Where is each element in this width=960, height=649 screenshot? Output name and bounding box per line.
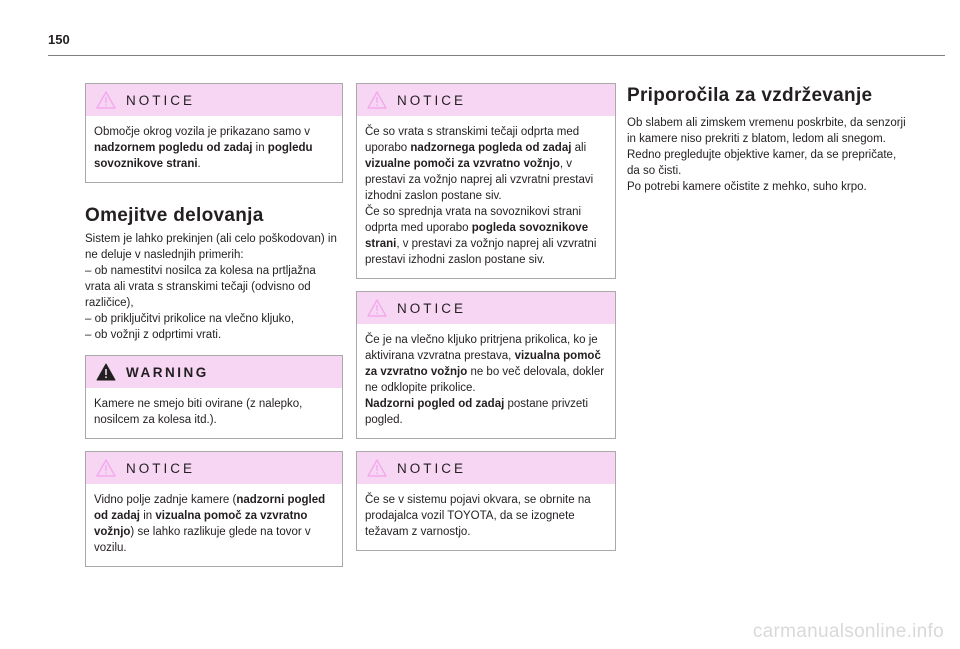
notice-header bbox=[86, 84, 342, 116]
notice-box bbox=[356, 451, 616, 551]
caution-triangle-icon bbox=[367, 299, 387, 317]
warning-box bbox=[85, 355, 343, 439]
section-heading: Priporočila za vzdrževanje bbox=[627, 85, 873, 106]
notice-header bbox=[357, 84, 615, 116]
page-number: 150 bbox=[48, 32, 70, 47]
limitations-section bbox=[85, 205, 343, 343]
notice-title: NOTICE bbox=[397, 92, 467, 108]
caution-triangle-icon bbox=[367, 459, 387, 477]
watermark: carmanualsonline.info bbox=[752, 621, 944, 642]
section-line: Ob slabem ali zimskem vremenu poskrbite, da senzorji in kamere niso prekriti z blatom, ledom ali snegom. bbox=[627, 117, 906, 145]
notice-title: NOTICE bbox=[397, 460, 467, 476]
notice-title: NOTICE bbox=[126, 460, 196, 476]
column-right bbox=[627, 83, 907, 195]
notice-text: Območje okrog vozila je prikazano samo v nadzornem pogledu od zadaj in pogledu sovoznikove strani. bbox=[94, 126, 313, 170]
notice-title: NOTICE bbox=[126, 92, 196, 108]
top-rule bbox=[48, 55, 945, 56]
notice-text: Če se v sistemu pojavi okvara, se obrnite na prodajalca vozil TOYOTA, da se izognete težavam z varnostjo. bbox=[365, 494, 591, 538]
notice-title: NOTICE bbox=[397, 300, 467, 316]
section-line: – ob vožnji z odprtimi vrati. bbox=[85, 329, 222, 341]
column-left bbox=[85, 83, 343, 567]
notice-text: Če so vrata s stranskimi tečaji odprta med uporabo nadzornega pogleda od zadaj ali vizualne pomoči za vzvratno vožnjo, v prestavi za vožnjo naprej ali vzvratni prestavi izhodni zaslon postane siv. Če so sprednja vrata na sovoznikovi strani odprta med uporabo pogleda sovoznikove strani, v prestavi za vožnjo naprej ali vzvratni prestavi izhodni zaslon postane siv. bbox=[365, 126, 597, 266]
notice-box bbox=[85, 83, 343, 183]
notice-header bbox=[357, 292, 615, 324]
section-line: Redno pregledujte objektive kamer, da se prepričate, da so čisti. bbox=[627, 149, 897, 177]
notice-text: Če je na vlečno kljuko pritrjena prikolica, ko je aktivirana vzvratna prestava, vizualna pomoč za vzvratno vožnjo ne bo več delovala, dokler ne odklopite prikolice. Nadzorni pogled od zadaj postane privzeti pogled. bbox=[365, 334, 605, 426]
notice-box bbox=[356, 83, 616, 279]
section-line: – ob namestitvi nosilca za kolesa na prtljažna vrata ali vrata s stranskimi tečaji (odvisno od različice), bbox=[85, 265, 316, 309]
caution-triangle-icon bbox=[96, 459, 116, 477]
column-middle bbox=[356, 83, 616, 551]
caution-triangle-icon bbox=[96, 91, 116, 109]
section-line: Sistem je lahko prekinjen (ali celo poškodovan) in ne deluje v naslednjih primerih: bbox=[85, 233, 337, 261]
caution-triangle-icon bbox=[367, 91, 387, 109]
notice-box bbox=[356, 291, 616, 439]
warning-header bbox=[86, 356, 342, 388]
notice-header bbox=[357, 452, 615, 484]
warning-text: Kamere ne smejo biti ovirane (z nalepko, nosilcem za kolesa itd.). bbox=[94, 398, 303, 426]
warning-triangle-icon bbox=[96, 363, 116, 381]
notice-box bbox=[85, 451, 343, 567]
section-line: – ob priključitvi prikolice na vlečno kljuko, bbox=[85, 313, 295, 325]
notice-header bbox=[86, 452, 342, 484]
notice-text: Vidno polje zadnje kamere (nadzorni pogled od zadaj in vizualna pomoč za vzvratno vožnjo) se lahko razlikuje glede na tovor v vozilu. bbox=[94, 494, 326, 554]
section-line: Po potrebi kamere očistite z mehko, suho krpo. bbox=[627, 181, 867, 193]
warning-title: WARNING bbox=[126, 364, 209, 380]
section-heading: Omejitve delovanja bbox=[85, 205, 264, 226]
